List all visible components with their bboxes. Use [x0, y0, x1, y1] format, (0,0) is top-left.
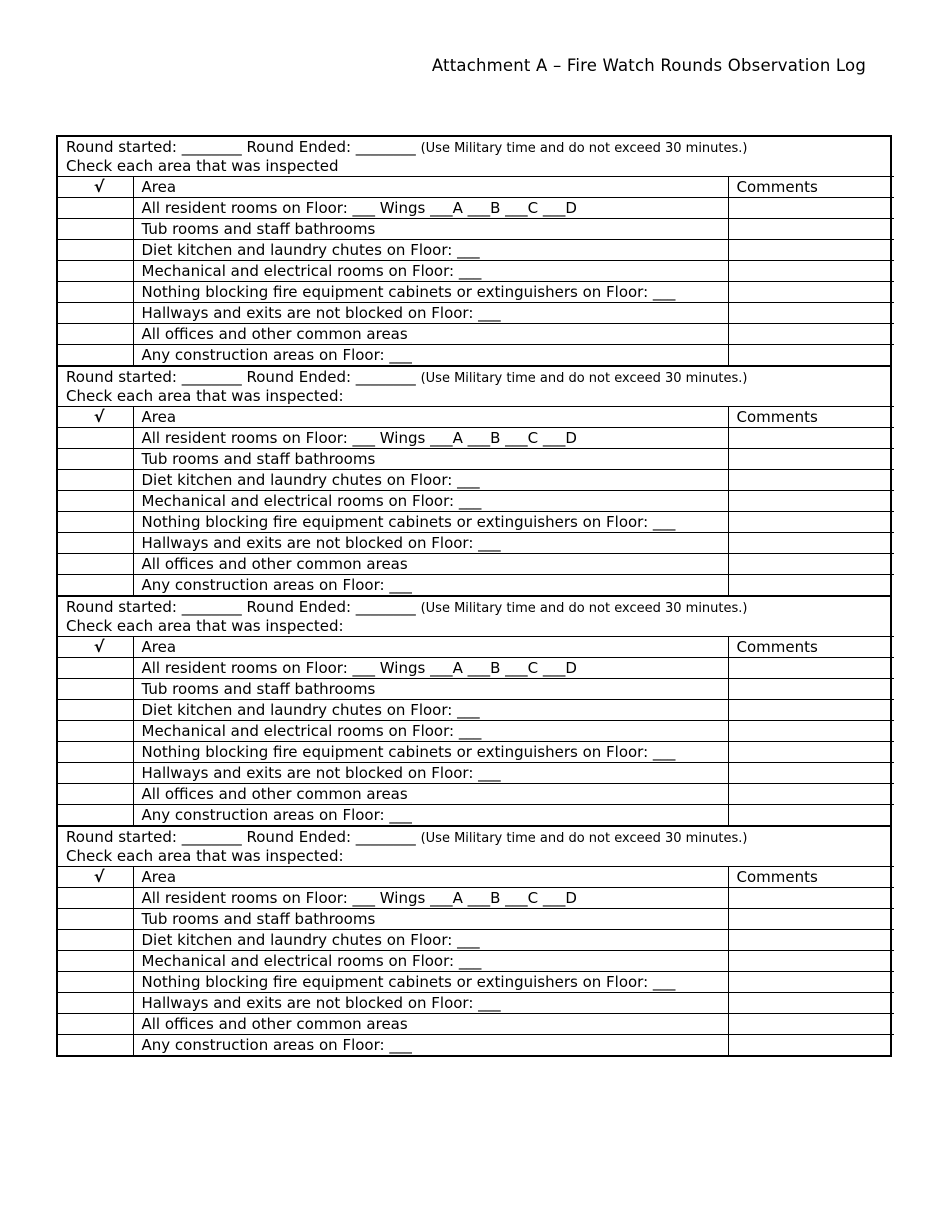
check-cell[interactable] — [58, 930, 133, 951]
area-label: All offices and other common areas — [133, 784, 728, 805]
comments-cell[interactable] — [728, 303, 894, 324]
checkmark-icon: √ — [93, 177, 105, 196]
comments-cell[interactable] — [728, 449, 894, 470]
area-row — [58, 240, 894, 261]
area-label: Tub rooms and staff bathrooms — [133, 219, 728, 240]
check-cell[interactable] — [58, 658, 133, 679]
check-instruction: Check each area that was inspected — [66, 157, 339, 175]
round-header-cell — [58, 597, 894, 637]
area-label: Tub rooms and staff bathrooms — [133, 679, 728, 700]
round-header-row — [58, 367, 894, 407]
check-cell[interactable] — [58, 303, 133, 324]
comments-cell[interactable] — [728, 763, 894, 784]
area-row — [58, 1014, 894, 1035]
check-cell[interactable] — [58, 491, 133, 512]
check-cell[interactable] — [58, 1014, 133, 1035]
comments-cell[interactable] — [728, 198, 894, 219]
area-label: Any construction areas on Floor: ___ — [133, 805, 728, 826]
area-label: Tub rooms and staff bathrooms — [133, 449, 728, 470]
round-header-row — [58, 137, 894, 177]
check-cell[interactable] — [58, 805, 133, 826]
area-row — [58, 930, 894, 951]
check-cell[interactable] — [58, 449, 133, 470]
area-label: Any construction areas on Floor: ___ — [133, 575, 728, 596]
area-row — [58, 533, 894, 554]
area-row — [58, 888, 894, 909]
check-cell[interactable] — [58, 784, 133, 805]
area-row — [58, 1035, 894, 1056]
comments-cell[interactable] — [728, 324, 894, 345]
comments-cell[interactable] — [728, 491, 894, 512]
check-cell[interactable] — [58, 679, 133, 700]
area-label: All resident rooms on Floor: ___ Wings ___A ___B ___C ___D — [133, 198, 728, 219]
area-column-header: Area — [133, 407, 728, 428]
area-label: All resident rooms on Floor: ___ Wings ___A ___B ___C ___D — [133, 428, 728, 449]
round-table — [58, 597, 894, 825]
checkmark-icon: √ — [93, 407, 105, 426]
document-title: Attachment A – Fire Watch Rounds Observation Log — [431, 56, 866, 75]
area-row — [58, 261, 894, 282]
checkmark-icon: √ — [93, 867, 105, 886]
area-row — [58, 303, 894, 324]
area-row — [58, 700, 894, 721]
round-header-row — [58, 827, 894, 867]
check-cell[interactable] — [58, 240, 133, 261]
comments-cell[interactable] — [728, 533, 894, 554]
area-row — [58, 324, 894, 345]
area-row — [58, 470, 894, 491]
comments-cell[interactable] — [728, 888, 894, 909]
area-label: Nothing blocking fire equipment cabinets or extinguishers on Floor: ___ — [133, 282, 728, 303]
checkmark-icon: √ — [93, 637, 105, 656]
round-table — [58, 137, 894, 365]
area-row — [58, 345, 894, 366]
check-column-header — [58, 637, 133, 658]
area-row — [58, 554, 894, 575]
area-label: All resident rooms on Floor: ___ Wings ___A ___B ___C ___D — [133, 888, 728, 909]
comments-cell[interactable] — [728, 658, 894, 679]
area-column-header: Area — [133, 867, 728, 888]
area-row — [58, 198, 894, 219]
area-row — [58, 575, 894, 596]
area-column-header: Area — [133, 177, 728, 198]
area-row — [58, 993, 894, 1014]
comments-cell[interactable] — [728, 512, 894, 533]
check-column-header — [58, 177, 133, 198]
area-label: Mechanical and electrical rooms on Floor: ___ — [133, 261, 728, 282]
check-cell[interactable] — [58, 700, 133, 721]
round-block — [56, 595, 892, 825]
check-cell[interactable] — [58, 198, 133, 219]
military-time-note: (Use Military time and do not exceed 30 minutes.) — [420, 371, 748, 386]
area-row — [58, 449, 894, 470]
area-row — [58, 428, 894, 449]
comments-cell[interactable] — [728, 972, 894, 993]
round-time-fields[interactable]: Round started: ________ Round Ended: ________ — [66, 828, 416, 846]
round-block — [56, 365, 892, 595]
area-row — [58, 784, 894, 805]
military-time-note: (Use Military time and do not exceed 30 minutes.) — [420, 831, 748, 846]
area-label: Nothing blocking fire equipment cabinets or extinguishers on Floor: ___ — [133, 742, 728, 763]
area-label: Hallways and exits are not blocked on Floor: ___ — [133, 303, 728, 324]
area-label: Mechanical and electrical rooms on Floor: ___ — [133, 951, 728, 972]
area-row — [58, 909, 894, 930]
check-cell[interactable] — [58, 888, 133, 909]
check-cell[interactable] — [58, 972, 133, 993]
round-table — [58, 827, 894, 1055]
military-time-note: (Use Military time and do not exceed 30 minutes.) — [420, 601, 748, 616]
area-label: Diet kitchen and laundry chutes on Floor: ___ — [133, 240, 728, 261]
comments-cell[interactable] — [728, 240, 894, 261]
area-row — [58, 282, 894, 303]
area-label: All offices and other common areas — [133, 554, 728, 575]
comments-cell[interactable] — [728, 679, 894, 700]
area-row — [58, 972, 894, 993]
comments-cell[interactable] — [728, 428, 894, 449]
comments-cell[interactable] — [728, 470, 894, 491]
check-cell[interactable] — [58, 742, 133, 763]
comments-cell[interactable] — [728, 784, 894, 805]
comments-cell[interactable] — [728, 993, 894, 1014]
area-label: All offices and other common areas — [133, 1014, 728, 1035]
comments-column-header: Comments — [728, 637, 894, 658]
column-header-row — [58, 867, 894, 888]
check-instruction: Check each area that was inspected: — [66, 387, 344, 405]
area-label: Any construction areas on Floor: ___ — [133, 1035, 728, 1056]
check-cell[interactable] — [58, 1035, 133, 1056]
check-cell[interactable] — [58, 261, 133, 282]
comments-cell[interactable] — [728, 575, 894, 596]
check-cell[interactable] — [58, 721, 133, 742]
area-row — [58, 491, 894, 512]
comments-cell[interactable] — [728, 219, 894, 240]
military-time-note: (Use Military time and do not exceed 30 minutes.) — [420, 141, 748, 156]
column-header-row — [58, 407, 894, 428]
comments-cell[interactable] — [728, 345, 894, 366]
area-label: All resident rooms on Floor: ___ Wings ___A ___B ___C ___D — [133, 658, 728, 679]
comments-cell[interactable] — [728, 951, 894, 972]
round-time-fields[interactable]: Round started: ________ Round Ended: ________ — [66, 368, 416, 386]
area-label: Nothing blocking fire equipment cabinets or extinguishers on Floor: ___ — [133, 972, 728, 993]
comments-column-header: Comments — [728, 177, 894, 198]
area-row — [58, 805, 894, 826]
check-cell[interactable] — [58, 512, 133, 533]
comments-cell[interactable] — [728, 742, 894, 763]
comments-cell[interactable] — [728, 1014, 894, 1035]
area-column-header: Area — [133, 637, 728, 658]
area-row — [58, 219, 894, 240]
area-label: Diet kitchen and laundry chutes on Floor: ___ — [133, 930, 728, 951]
round-header-cell — [58, 827, 894, 867]
check-column-header — [58, 867, 133, 888]
comments-column-header: Comments — [728, 867, 894, 888]
comments-cell[interactable] — [728, 805, 894, 826]
check-cell[interactable] — [58, 951, 133, 972]
area-row — [58, 763, 894, 784]
check-instruction: Check each area that was inspected: — [66, 847, 344, 865]
comments-cell[interactable] — [728, 554, 894, 575]
comments-column-header: Comments — [728, 407, 894, 428]
comments-cell[interactable] — [728, 700, 894, 721]
area-label: Tub rooms and staff bathrooms — [133, 909, 728, 930]
check-cell[interactable] — [58, 993, 133, 1014]
area-label: Hallways and exits are not blocked on Floor: ___ — [133, 763, 728, 784]
check-cell[interactable] — [58, 554, 133, 575]
area-label: Mechanical and electrical rooms on Floor: ___ — [133, 491, 728, 512]
round-header-cell — [58, 367, 894, 407]
column-header-row — [58, 177, 894, 198]
comments-cell[interactable] — [728, 930, 894, 951]
round-header-cell — [58, 137, 894, 177]
round-header-row — [58, 597, 894, 637]
check-cell[interactable] — [58, 533, 133, 554]
column-header-row — [58, 637, 894, 658]
observation-log — [56, 135, 892, 1057]
check-cell[interactable] — [58, 345, 133, 366]
area-label: Nothing blocking fire equipment cabinets or extinguishers on Floor: ___ — [133, 512, 728, 533]
comments-cell[interactable] — [728, 909, 894, 930]
check-cell[interactable] — [58, 219, 133, 240]
round-time-fields[interactable]: Round started: ________ Round Ended: ________ — [66, 598, 416, 616]
area-row — [58, 742, 894, 763]
area-label: Diet kitchen and laundry chutes on Floor: ___ — [133, 470, 728, 491]
area-label: Mechanical and electrical rooms on Floor: ___ — [133, 721, 728, 742]
comments-cell[interactable] — [728, 721, 894, 742]
area-label: All offices and other common areas — [133, 324, 728, 345]
comments-cell[interactable] — [728, 261, 894, 282]
check-cell[interactable] — [58, 763, 133, 784]
area-row — [58, 951, 894, 972]
area-label: Hallways and exits are not blocked on Floor: ___ — [133, 993, 728, 1014]
check-cell[interactable] — [58, 428, 133, 449]
area-row — [58, 658, 894, 679]
comments-cell[interactable] — [728, 1035, 894, 1056]
round-table — [58, 367, 894, 595]
check-cell[interactable] — [58, 470, 133, 491]
area-label: Diet kitchen and laundry chutes on Floor: ___ — [133, 700, 728, 721]
area-label: Any construction areas on Floor: ___ — [133, 345, 728, 366]
check-cell[interactable] — [58, 324, 133, 345]
comments-cell[interactable] — [728, 282, 894, 303]
check-instruction: Check each area that was inspected: — [66, 617, 344, 635]
area-row — [58, 679, 894, 700]
check-cell[interactable] — [58, 575, 133, 596]
check-cell[interactable] — [58, 282, 133, 303]
round-block — [56, 825, 892, 1057]
area-label: Hallways and exits are not blocked on Floor: ___ — [133, 533, 728, 554]
round-block — [56, 135, 892, 365]
area-row — [58, 721, 894, 742]
check-cell[interactable] — [58, 909, 133, 930]
check-column-header — [58, 407, 133, 428]
area-row — [58, 512, 894, 533]
round-time-fields[interactable]: Round started: ________ Round Ended: ________ — [66, 138, 416, 156]
